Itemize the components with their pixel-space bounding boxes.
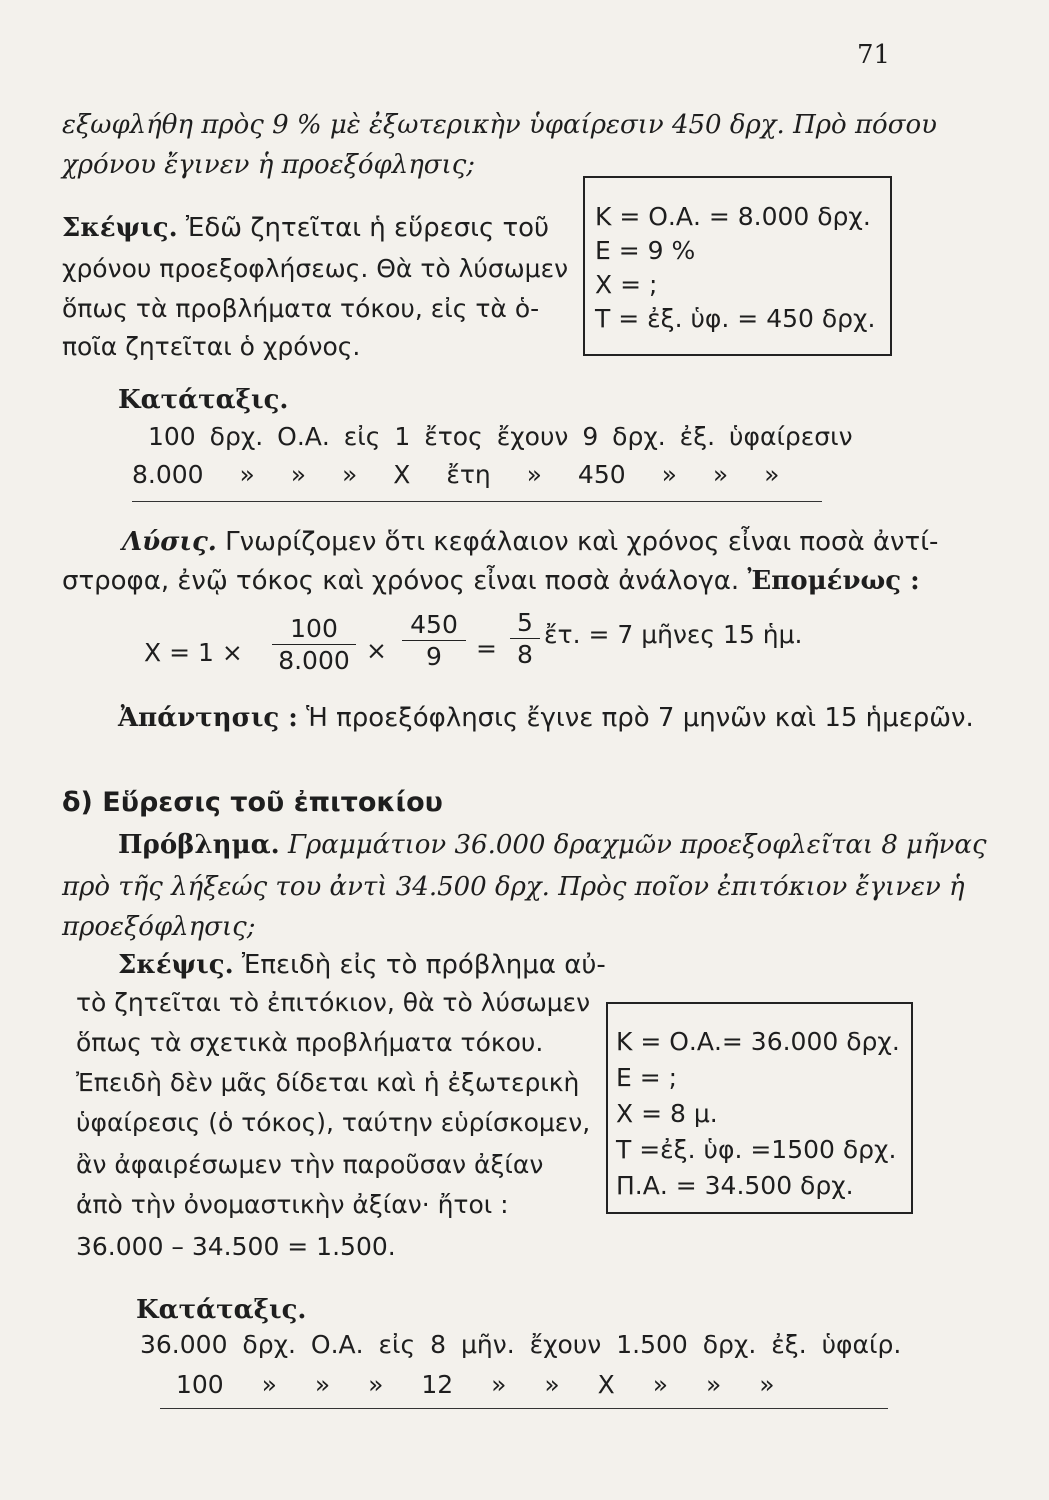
thought-d-line-1	[118, 950, 606, 980]
given-time: Χ = ;	[595, 270, 658, 299]
arrangement-line-1: 100 δρχ. Ο.Α. εἰς 1 ἔτος ἔχουν 9 δρχ. ἐξ. ὑφαίρεσιν	[148, 422, 853, 451]
solution-text-2: στροφα, ἐνῷ τόκος καὶ χρόνος εἶναι ποσὰ ἀνάλογα.	[62, 566, 740, 596]
thought-d-line-6: ἂν ἀφαιρέσωμεν τὴν παροῦσαν ἀξίαν	[76, 1150, 544, 1179]
fraction-2-denominator: 9	[426, 642, 442, 671]
given-capital: Κ = Ο.Α. = 8.000 δρχ.	[595, 202, 871, 231]
solution-text-1: Γνωρίζομεν ὅτι κεφάλαιον καὶ χρόνος εἶναι ποσὰ ἀντί-	[225, 527, 939, 557]
problem-d-line-1	[118, 830, 987, 860]
given-d-present-value: Π.Α. = 34.500 δρχ.	[616, 1171, 854, 1200]
problem-line-1: εξωφλήθη πρὸς 9 % μὲ ἐξωτερικὴν ὑφαίρεσιν 450 δρχ. Πρὸ πόσου	[62, 110, 937, 140]
thought-line-1	[62, 213, 549, 243]
formula-lead: Χ = 1 ×	[144, 638, 243, 667]
thought-line-4: ποῖα ζητεῖται ὁ χρόνος.	[62, 332, 361, 361]
therefore-label: Ἐπομένως :	[747, 566, 920, 596]
arrangement-line-2: 8.000 » » » Χ ἔτη » 450 » » »	[132, 460, 780, 489]
fraction-3-denominator: 8	[517, 640, 533, 669]
thought-d-label: Σκέψις.	[118, 950, 234, 980]
thought-d-line-8: 36.000 – 34.500 = 1.500.	[76, 1232, 396, 1261]
fraction-1-denominator: 8.000	[278, 646, 350, 675]
given-d-discount: Τ =ἐξ. ὑφ. =1500 δρχ.	[616, 1135, 897, 1164]
arrangement-d-label: Κατάταξις.	[136, 1295, 307, 1325]
problem-d-line-3: προεξόφλησις;	[62, 912, 256, 942]
thought-d-line-2: τὸ ζητεῖται τὸ ἐπιτόκιον, θὰ τὸ λύσωμεν	[76, 988, 591, 1017]
given-d-capital: Κ = Ο.Α.= 36.000 δρχ.	[616, 1027, 900, 1056]
arrangement-d-line-1: 36.000 δρχ. Ο.Α. εἰς 8 μῆν. ἔχουν 1.500 δρχ. ἐξ. ὑφαίρ.	[140, 1330, 902, 1359]
formula-equals: =	[476, 634, 497, 663]
given-discount: Τ = ἐξ. ὑφ. = 450 δρχ.	[595, 304, 876, 333]
thought-line-3: ὅπως τὰ προβλήματα τόκου, εἰς τὰ ὁ-	[62, 294, 540, 323]
given-values-box	[583, 176, 892, 356]
answer-label: Ἀπάντησις :	[118, 703, 298, 733]
fraction-2-numerator: 450	[402, 610, 466, 641]
given-d-time: Χ = 8 μ.	[616, 1099, 718, 1128]
problem-line-2: χρόνου ἔγινεν ἡ προεξόφλησις;	[62, 150, 476, 180]
solution-line-1	[122, 527, 938, 557]
thought-d-line-7: ἀπὸ τὴν ὀνομαστικὴν ἀξίαν· ἤτοι :	[76, 1190, 509, 1219]
thought-label: Σκέψις.	[62, 213, 178, 243]
given-values-box-d	[606, 1002, 913, 1214]
arrangement-d-rule	[160, 1408, 888, 1409]
given-rate: Ε = 9 %	[595, 236, 696, 265]
fraction-1-numerator: 100	[272, 614, 356, 645]
fraction-3	[510, 608, 540, 671]
fraction-3-numerator: 5	[510, 608, 540, 639]
fraction-1	[272, 614, 356, 677]
thought-d-line-5: ὑφαίρεσις (ὁ τόκος), ταύτην εὑρίσκομεν,	[76, 1108, 591, 1137]
thought-d-text-1: Ἐπειδὴ εἰς τὸ πρόβλημα αὐ-	[241, 950, 606, 980]
page-number: 71	[857, 40, 891, 70]
given-d-rate: Ε = ;	[616, 1063, 678, 1092]
thought-text: Ἐδῶ ζητεῖται ἡ εὕρεσις τοῦ	[185, 213, 550, 243]
answer-line	[118, 703, 974, 733]
arrangement-rule	[132, 501, 822, 502]
formula-times: ×	[366, 636, 387, 665]
problem-d-text-1: Γραμμάτιον 36.000 δραχμῶν προεξοφλεῖται 8 μῆνας	[287, 830, 987, 860]
problem-d-line-2: πρὸ τῆς λήξεώς του ἀντὶ 34.500 δρχ. Πρὸς ποῖον ἐπιτόκιον ἔγινεν ἡ	[62, 872, 965, 902]
thought-line-2: χρόνου προεξοφλήσεως. Θὰ τὸ λύσωμεν	[62, 254, 569, 283]
thought-d-line-4: Ἐπειδὴ δὲν μᾶς δίδεται καὶ ἡ ἐξωτερικὴ	[76, 1068, 580, 1097]
solution-label: Λύσις.	[122, 527, 217, 557]
section-heading: δ) Εὕρεσις τοῦ ἐπιτοκίου	[62, 787, 443, 818]
answer-text: Ἡ προεξόφλησις ἔγινε πρὸ 7 μηνῶν καὶ 15 ἡμερῶν.	[306, 703, 974, 733]
fraction-2	[402, 610, 466, 673]
problem-label: Πρόβλημα.	[118, 830, 280, 860]
solution-line-2	[62, 566, 920, 596]
formula-result: ἔτ. = 7 μῆνες 15 ἡμ.	[544, 620, 803, 649]
arrangement-label: Κατάταξις.	[118, 385, 289, 415]
arrangement-d-line-2: 100 » » » 12 » » Χ » » »	[176, 1370, 775, 1399]
thought-d-line-3: ὅπως τὰ σχετικὰ προβλήματα τόκου.	[76, 1028, 544, 1057]
